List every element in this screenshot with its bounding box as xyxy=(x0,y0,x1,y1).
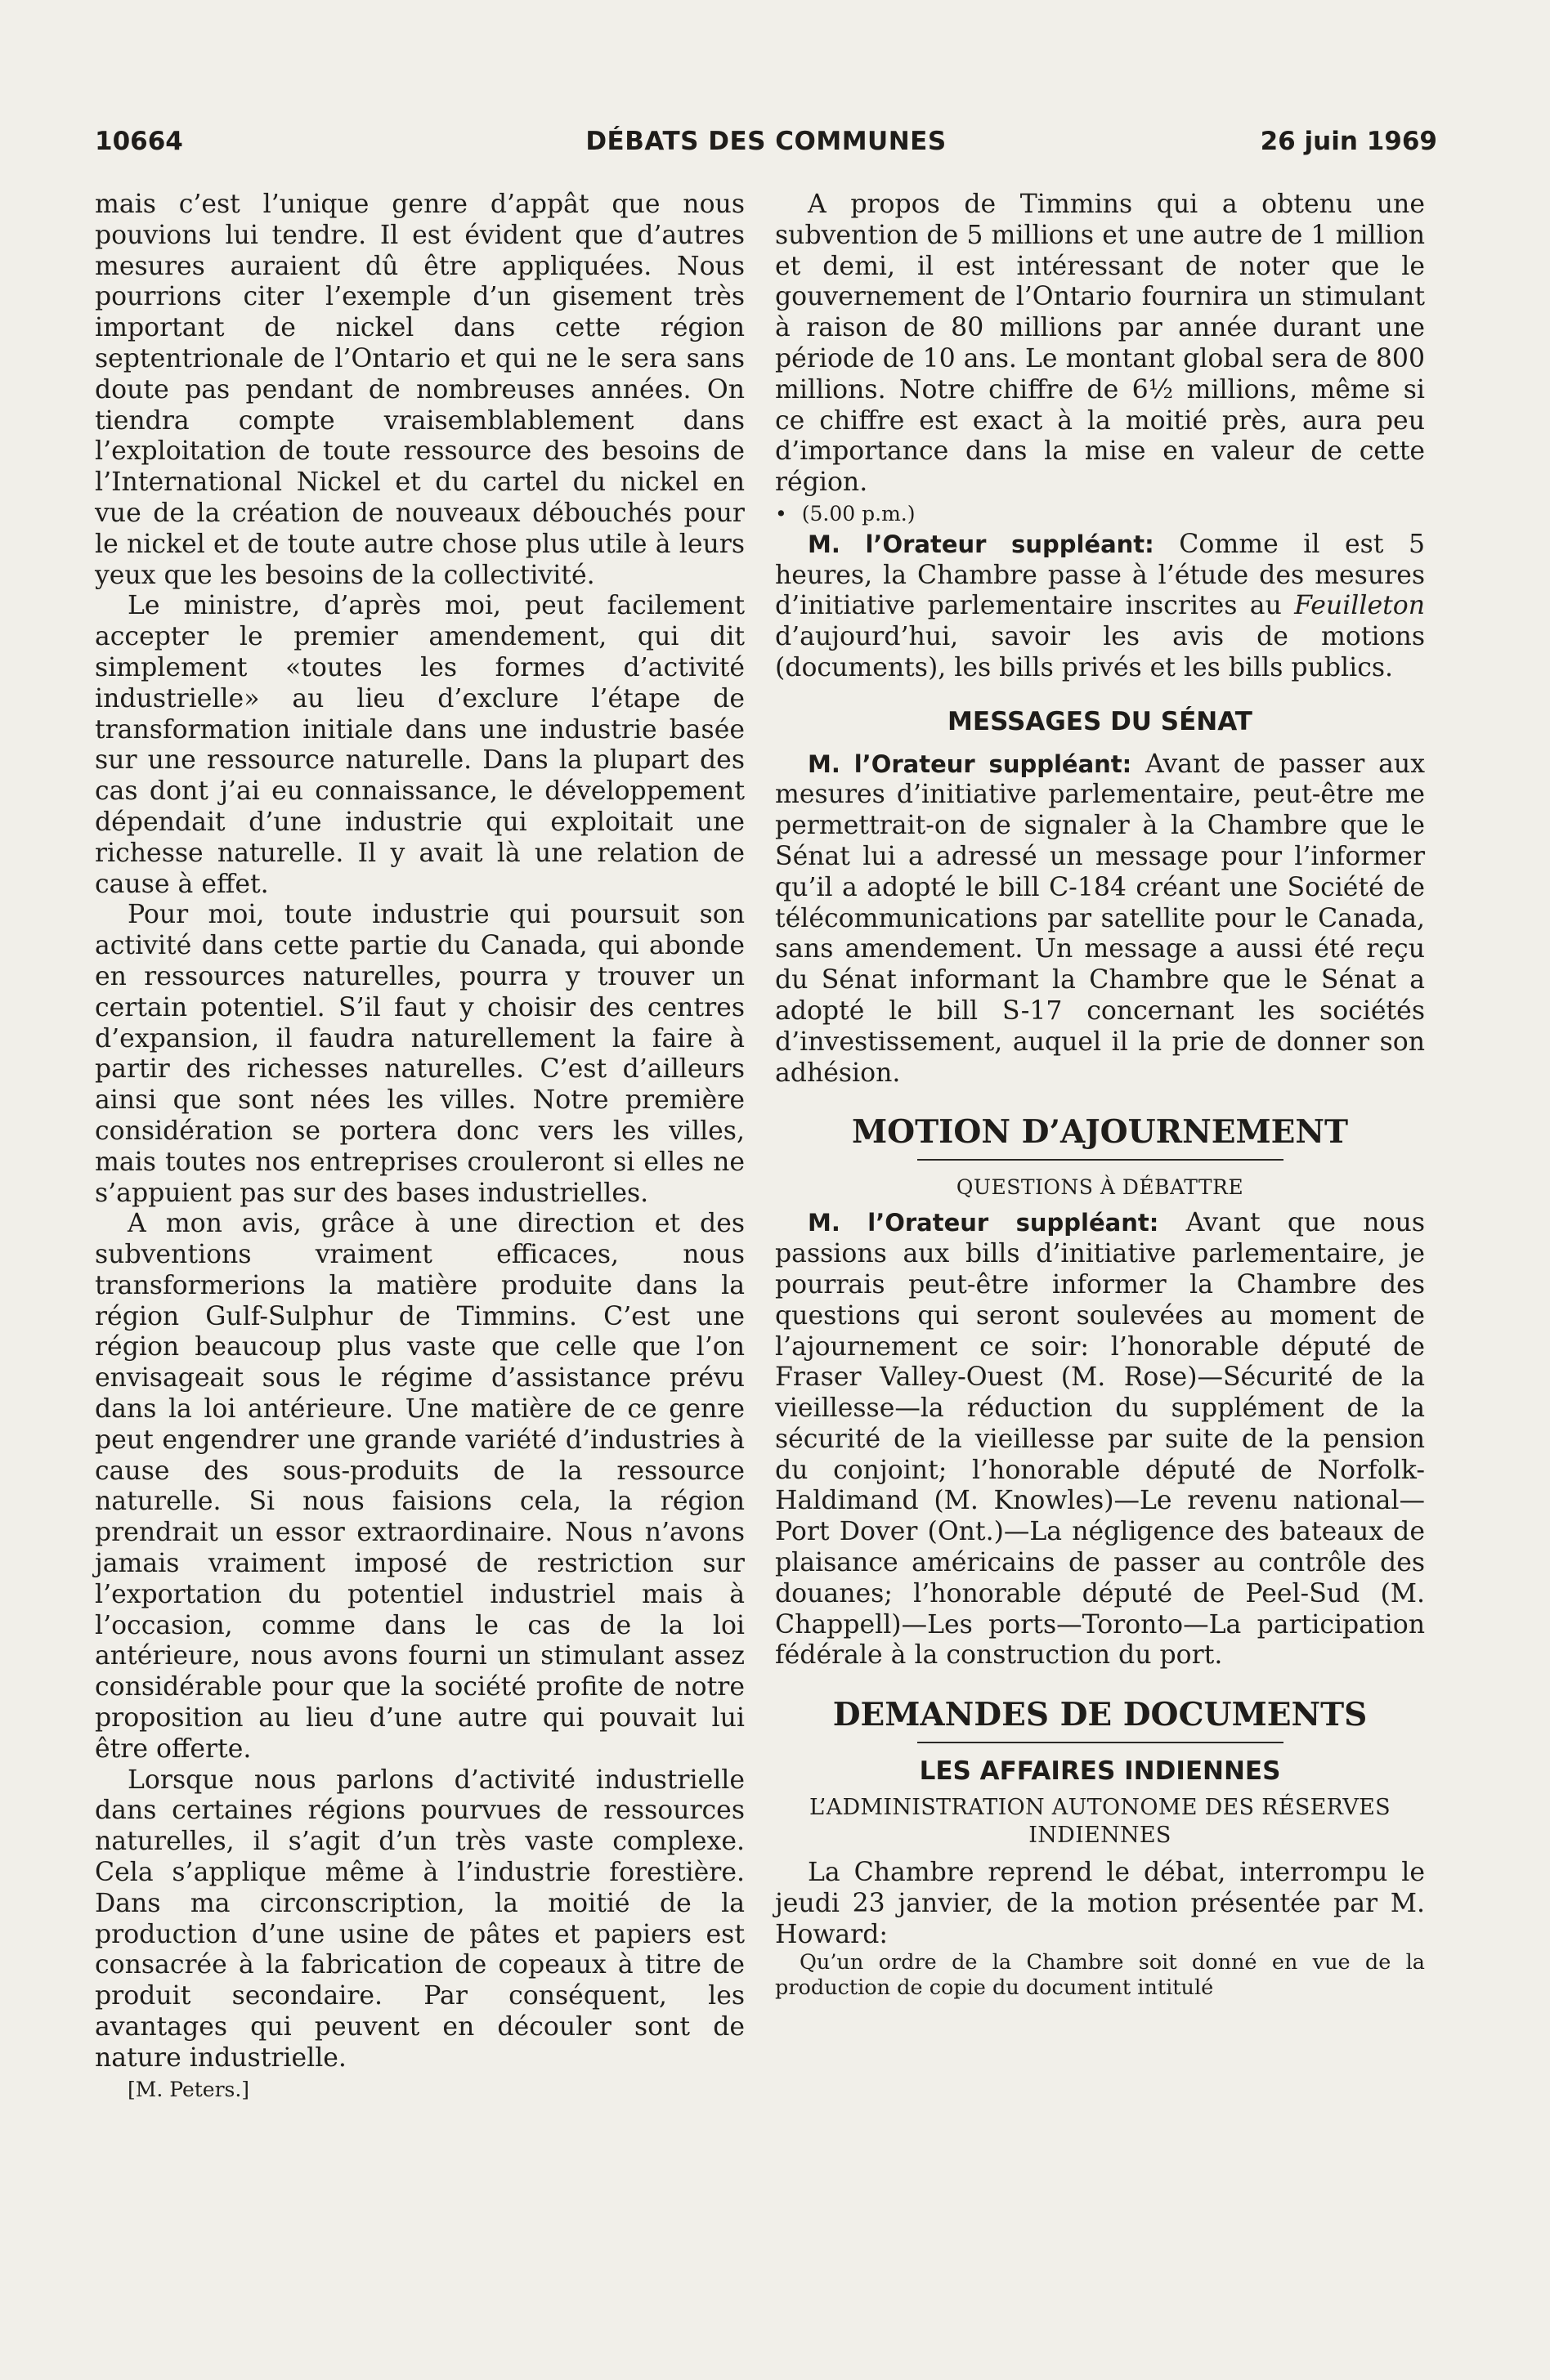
paragraph xyxy=(775,749,1425,1089)
paragraph: Lorsque nous parlons d’activité industrielle dans certaines régions pourvues de ressources naturelles, il s’agit d’un très vaste complexe. Cela s’applique même à l’industrie forestière. Dans ma circonscription, la moitié de la production d’une usine de pâtes et papiers est consacrée à la fabrication de copeaux à titre de produit secondaire. Par conséquent, les avantages qui peuvent en découler sont de nature industrielle. xyxy=(95,1765,745,2073)
paragraph: Pour moi, toute industrie qui poursuit son activité dans cette partie du Canada, qui abonde en ressources naturelles, pourra y trouver un certain potentiel. S’il faut y choisir des centres d’expansion, il faudra naturellement la faire à partir des richesses naturelles. C’est d’ailleurs ainsi que sont nées les villes. Notre première considération se portera donc vers les villes, mais toutes nos entreprises crouleront si elles ne s’appuient pas sur des bases industrielles. xyxy=(95,900,745,1208)
italic-term: Feuilleton xyxy=(1294,591,1425,621)
quoted-motion: Qu’un ordre de la Chambre soit donné en vue de la production de copie du document intitulé xyxy=(775,1950,1425,2001)
divider xyxy=(917,1742,1283,1743)
paragraph xyxy=(775,1208,1425,1671)
speaker-name: M. l’Orateur suppléant: xyxy=(808,749,1132,778)
heading-demandes-documents: DEMANDES DE DOCUMENTS xyxy=(832,1696,1368,1734)
right-column xyxy=(775,190,1425,2001)
heading-motion-ajournement: MOTION D’AJOURNEMENT xyxy=(851,1113,1349,1152)
paragraph-text: Avant que nous passions aux bills d’initiative parlementaire, je pourrais peut-être informer la Chambre des questions qui seront soulevées au moment de l’ajournement ce soir: l’honorable député de Fraser Valley-Ouest (M. Rose)—Sécurité de la vieillesse—la réduction du supplément de la sécurité de la vieillesse par suite de la pension du conjoint; l’honorable député de Norfolk-Haldimand (M. Knowles)—Le revenu national—Port Dover (Ont.)—La négligence des bateaux de plaisance américains de passer au contrôle des douanes; l’honorable député de Peel-Sud (M. Chappell)—Les ports—Toronto—La participation fédérale à la construction du port. xyxy=(775,1208,1425,1671)
issue-date: 26 juin 1969 xyxy=(1260,127,1437,156)
paragraph: Le ministre, d’après moi, peut facilement accepter le premier amendement, qui dit simplement «toutes les formes d’activité industrielle» au lieu d’exclure l’étape de transformation initiale dans une industrie basée sur une ressource naturelle. Dans la plupart des cas dont j’ai eu connaissance, le développement dépendait d’une industrie qui exploitait une richesse naturelle. Il y avait là une relation de cause à effet. xyxy=(95,591,745,899)
time-stamp: (5.00 p.m.) xyxy=(801,501,916,526)
divider xyxy=(917,1159,1283,1161)
paragraph-text: Comme il est 5 heures, la Chambre passe à l’étude des mesures d’initiative parlementaire inscrites au xyxy=(775,529,1425,621)
bullet-icon: • xyxy=(775,501,787,526)
page-number: 10664 xyxy=(95,127,183,156)
paragraph: A propos de Timmins qui a obtenu une subvention de 5 millions et une autre de 1 million et demi, il est intéressant de noter que le gouvernement de l’Ontario fournira un stimulant à raison de 80 millions par année durant une période de 10 ans. Le montant global sera de 800 millions. Notre chiffre de 6½ millions, même si ce chiffre est exact à la moitié près, aura peu d’importance dans la mise en valeur de cette région. xyxy=(775,190,1425,498)
paragraph-text: d’aujourd’hui, savoir les avis de motions (documents), les bills privés et les bills publics. xyxy=(775,622,1425,682)
speaker-name: M. l’Orateur suppléant: xyxy=(808,530,1154,558)
left-column xyxy=(95,190,745,2105)
speaker-signature: [M. Peters.] xyxy=(128,2077,250,2101)
heading-messages-senat: MESSAGES DU SÉNAT xyxy=(947,706,1252,736)
journal-title: DÉBATS DES COMMUNES xyxy=(585,127,947,156)
time-marker xyxy=(775,499,1425,530)
paragraph: A mon avis, grâce à une direction et des subventions vraiment efficaces, nous transformerions la matière produite dans la région Gulf-Sulphur de Timmins. C’est une région beaucoup plus vaste que celle que l’on envisageait sous le régime d’assistance prévu dans la loi antérieure. Une matière de ce genre peut engendrer une grande variété d’industries à cause des sous-produits de la ressource naturelle. Si nous faisions cela, la région prendrait un essor extraordinaire. Nous n’avons jamais vraiment imposé de restriction sur l’exportation du potentiel industriel mais à l’occasion, comme dans le cas de la loi antérieure, nous avons fourni un stimulant assez considérable pour que la société profite de notre proposition au lieu d’une autre qui pouvait lui être offerte. xyxy=(95,1209,745,1764)
paragraph: La Chambre reprend le débat, interrompu le jeudi 23 janvier, de la motion présentée par M. Howard: xyxy=(775,1858,1425,1949)
subheading-administration: L’ADMINISTRATION AUTONOME DES RÉSERVES INDIENNES xyxy=(809,1795,1391,1849)
page-header xyxy=(95,121,1437,162)
heading-affaires-indiennes: LES AFFAIRES INDIENNES xyxy=(919,1756,1281,1787)
speaker-name: M. l’Orateur suppléant: xyxy=(808,1209,1159,1237)
paragraph: mais c’est l’unique genre d’appât que nous pouvions lui tendre. Il est évident que d’autres mesures auraient dû être appliquées. Nous pourrions citer l’exemple d’un gisement très important de nickel dans cette région septentrionale de l’Ontario et qui ne le sera sans doute pas pendant de nombreuses années. On tiendra compte vraisemblablement dans l’exploitation de toute ressource des besoins de l’International Nickel et du cartel du nickel en vue de la création de nouveaux débouchés pour le nickel et de toute autre chose plus utile à leurs yeux que les besoins de la collectivité. xyxy=(95,190,745,590)
subheading-questions: QUESTIONS À DÉBATTRE xyxy=(956,1175,1244,1200)
paragraph xyxy=(775,530,1425,684)
paragraph-text: Avant de passer aux mesures d’initiative parlementaire, peut-être me permettrait-on de signaler à la Chambre que le Sénat lui a adressé un message pour l’informer qu’il a adopté le bill C-184 créant une Société de télécommunications par satellite pour le Canada, sans amendement. Un message a aussi été reçu du Sénat informant la Chambre que le Sénat a adopté le bill S-17 concernant les sociétés d’investissement, auquel il la prie de donner son adhésion. xyxy=(775,749,1425,1088)
